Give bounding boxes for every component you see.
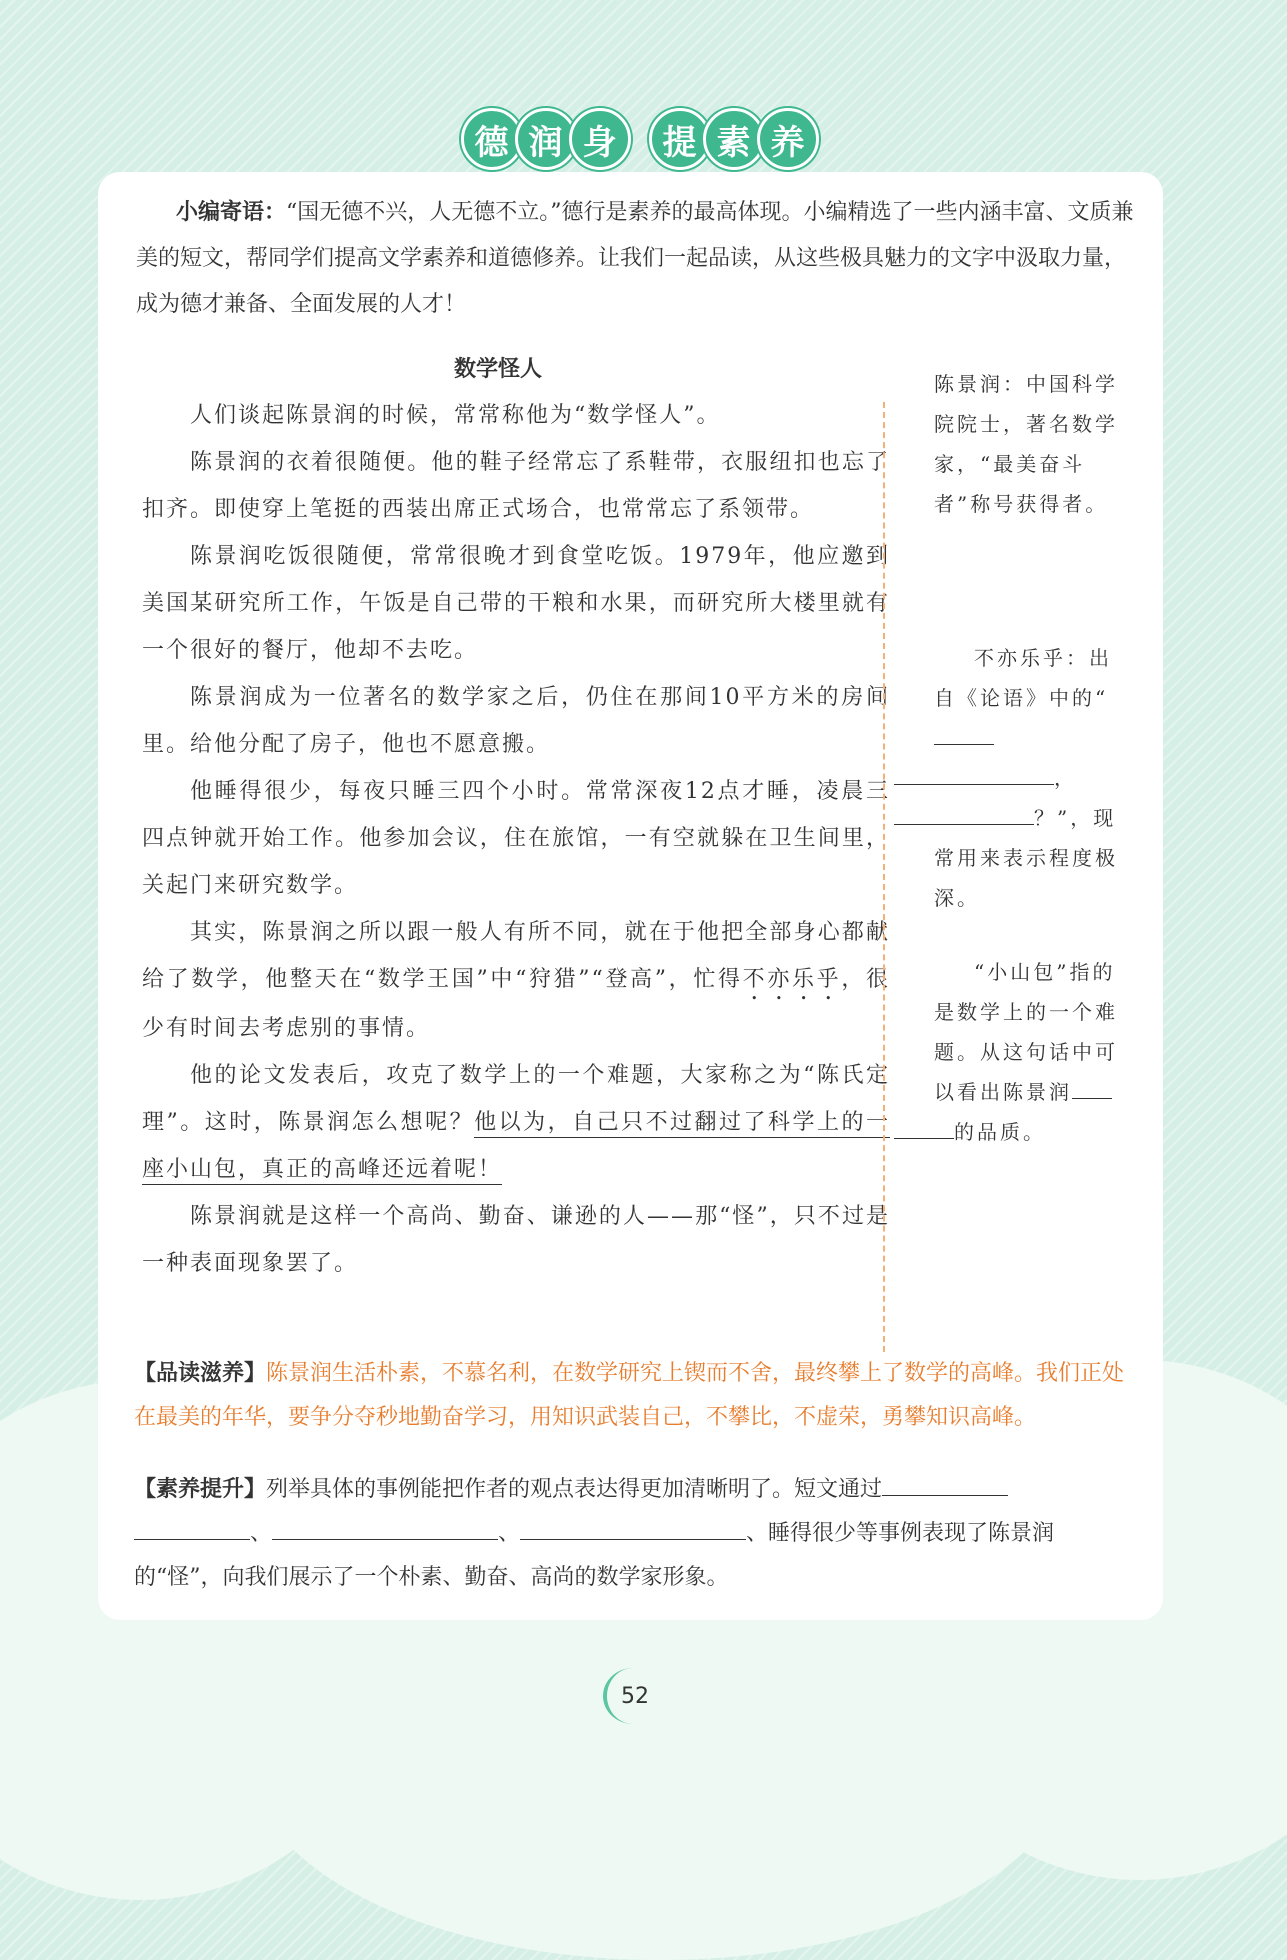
- emphasized-phrase: 不亦乐乎: [742, 967, 842, 992]
- article-title: 数学怪人: [453, 357, 542, 382]
- separator: 、: [498, 1521, 521, 1546]
- side-note-bu-yi-le-hu: [934, 638, 1134, 918]
- paragraph: 陈景润成为一位著名的数学家之后，仍住在那间10平方米的房间里。给他分配了房子，他也不愿意搬。: [142, 685, 890, 757]
- paragraph-text: ，很少有时间去考虑别的事情。: [142, 967, 890, 1041]
- paragraph-text: 其实，陈景润之所以跟一般人有所不同，就在于他把全部身心都献给了数学，他整天在“数学王国”中“狩猎”“登高”，忙得: [142, 920, 890, 992]
- side-note-chen-jingrun: [934, 364, 1134, 524]
- cloud-decoration-bottom: [250, 1560, 1070, 1960]
- underlined-sentence: 他以为，自己只不过翻过了科学上的一座小山包，真正的高峰还远着呢！: [142, 1110, 890, 1185]
- reading-reflection: [134, 1352, 1134, 1440]
- side-note-text: “小山包”指的是数学上的一个难题。从这句话中可以看出陈景润: [934, 960, 1118, 1104]
- page-number: 52: [603, 1668, 663, 1724]
- paragraph: 陈景润就是这样一个高尚、勤奋、谦逊的人——那“怪”，只不过是一种表面现象罢了。: [142, 1204, 890, 1276]
- paragraph: 他睡得很少，每夜只睡三四个小时。常常深夜12点才睡，凌晨三四点钟就开始工作。他参加会议，住在旅馆，一有空就躲在卫生间里，关起门来研究数学。: [142, 779, 890, 898]
- paragraph: [142, 1052, 890, 1193]
- side-note-text: ，: [1054, 766, 1077, 790]
- answer-blank[interactable]: [134, 1517, 250, 1540]
- answer-blank[interactable]: [882, 1473, 1008, 1496]
- header-group-2: [657, 108, 819, 170]
- editor-note-label: 小编寄语：: [176, 200, 287, 225]
- editor-note: [136, 190, 1136, 328]
- separator: 、: [250, 1521, 273, 1546]
- header-char: 身: [569, 108, 631, 170]
- dashed-divider: [883, 402, 885, 1352]
- answer-blank[interactable]: [934, 722, 994, 745]
- article-body: [142, 392, 890, 1287]
- paragraph: [142, 909, 890, 1052]
- content-card: [98, 172, 1163, 1620]
- header-group-1: [469, 108, 631, 170]
- editor-note-text: “国无德不兴，人无德不立。”德行是素养的最高体现。小编精选了一些内涵丰富、文质兼美的短文，帮同学们提高文学素养和道德修养。让我们一起品读，从这些极具魅力的文字中汲取力量，成为德才兼备、全面发展的人才！: [136, 200, 1134, 317]
- exercise-text: 、睡得很少等事例表现了陈景润的“怪”，向我们展示了一个朴素、勤奋、高尚的数学家形象。: [134, 1521, 1055, 1590]
- header-char: 养: [757, 108, 819, 170]
- side-note-small-hill: [934, 952, 1134, 1152]
- header-char: 润: [515, 108, 577, 170]
- reading-reflection-tag: 【品读滋养】: [134, 1361, 267, 1386]
- paragraph: 陈景润吃饭很随便，常常很晚才到食堂吃饭。1979年，他应邀到美国某研究所工作，午饭是自己带的干粮和水果，而研究所大楼里就有一个很好的餐厅，他却不去吃。: [142, 544, 890, 663]
- header-char: 德: [461, 108, 523, 170]
- answer-blank[interactable]: [520, 1517, 746, 1540]
- paragraph-text: 他的论文发表后，攻克了数学上的一个难题，大家称之为“陈氏定理”。这时，陈景润怎么想呢？: [142, 1063, 890, 1135]
- side-note-text: 陈景润：中国科学院院士，著名数学家，“最美奋斗者”称号获得者。: [934, 372, 1118, 516]
- side-note-text: 的品质。: [954, 1120, 1046, 1144]
- reading-reflection-text: 陈景润生活朴素，不慕名利，在数学研究上锲而不舍，最终攀上了数学的高峰。我们正处在最美的年华，要争分夺秒地勤奋学习，用知识武装自己，不攀比，不虚荣，勇攀知识高峰。: [134, 1361, 1125, 1430]
- answer-blank[interactable]: [894, 1116, 954, 1139]
- literacy-exercise-tag: 【素养提升】: [134, 1477, 267, 1502]
- literacy-exercise: [134, 1468, 1134, 1600]
- side-note-text: 不亦乐乎：出自《论语》中的“: [934, 646, 1112, 710]
- paragraph: 人们谈起陈景润的时候，常常称他为“数学怪人”。: [190, 403, 721, 428]
- header-char: 素: [703, 108, 765, 170]
- answer-blank[interactable]: [1072, 1076, 1112, 1099]
- exercise-text: 列举具体的事例能把作者的观点表达得更加清晰明了。短文通过: [266, 1477, 883, 1502]
- header-char: 提: [649, 108, 711, 170]
- answer-blank[interactable]: [894, 762, 1054, 785]
- paragraph: 陈景润的衣着很随便。他的鞋子经常忘了系鞋带，衣服纽扣也忘了扣齐。即使穿上笔挺的西装出席正式场合，也常常忘了系领带。: [142, 450, 890, 522]
- side-note-text: ？”，现常用来表示程度极深。: [934, 806, 1118, 910]
- section-header: [0, 108, 1287, 170]
- answer-blank[interactable]: [272, 1517, 498, 1540]
- answer-blank[interactable]: [894, 802, 1034, 825]
